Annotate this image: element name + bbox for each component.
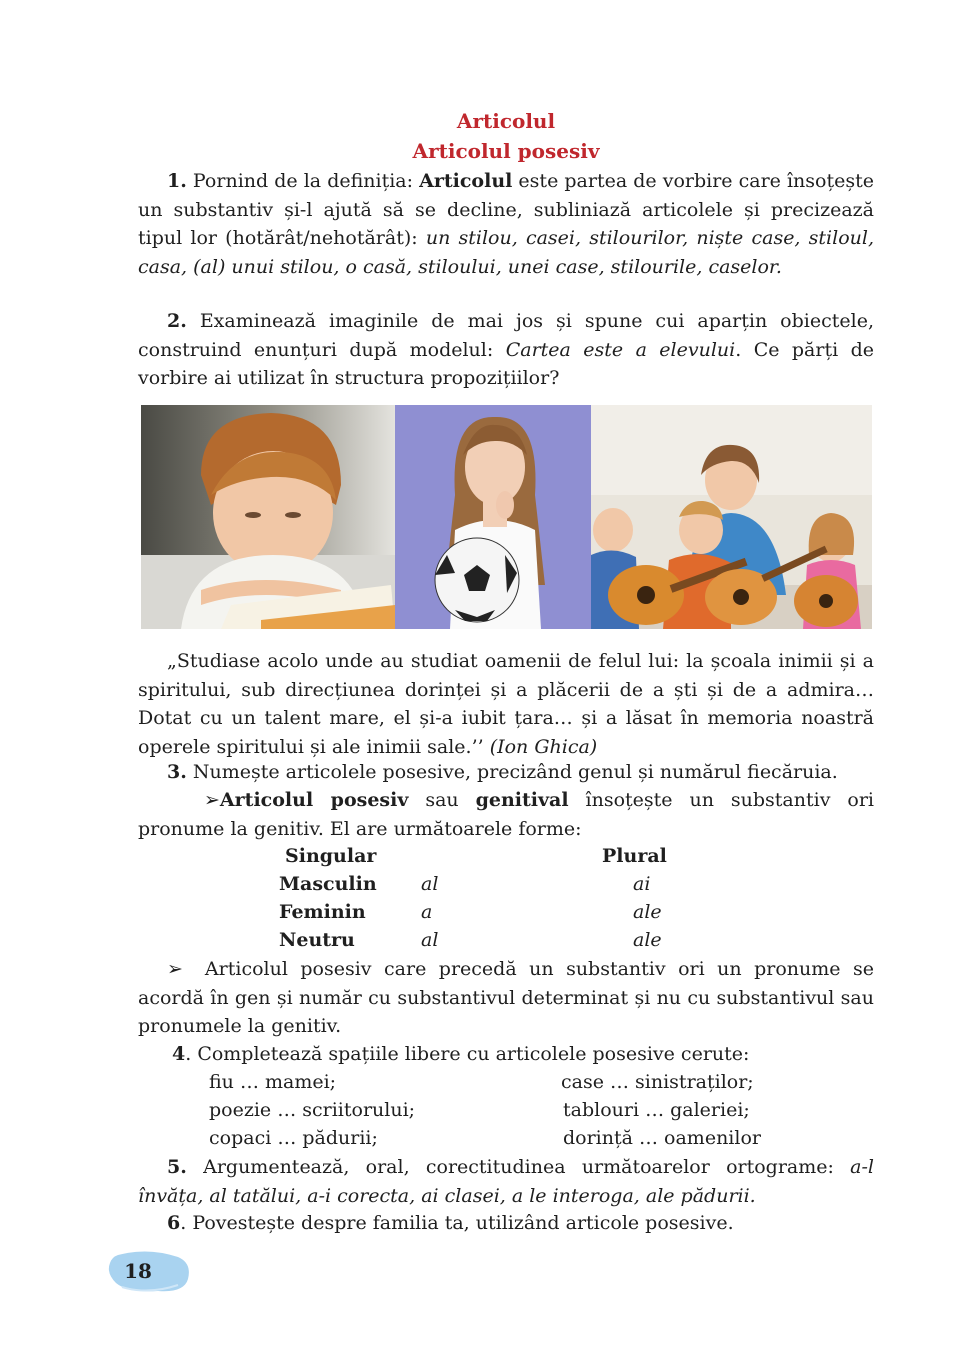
- exercise-2: 2. Examinează imaginile de mai jos și spune cui aparțin obiectele, construind enunțuri după modelul: Cartea este a elevului. Ce părți de vorbire ai utilizat în structura propozițiilor?: [138, 310, 874, 389]
- table-header-singular: Singular: [285, 845, 377, 867]
- exercise-3: 3. Numește articolele posesive, precizând genul și numărul fiecăruia.: [167, 761, 838, 783]
- exercise-2-model: Cartea este a elevului: [505, 338, 736, 361]
- table-plural: ale: [633, 901, 662, 923]
- list-item: tablouri … galeriei;: [563, 1099, 750, 1121]
- table-plural: ale: [633, 929, 662, 951]
- list-item: case … sinistraților;: [561, 1071, 754, 1093]
- table-gender: Masculin: [279, 873, 377, 895]
- table-gender: Feminin: [279, 901, 366, 923]
- rule-genitival-article: ➢Articolul posesiv sau genitival însoțește un substantiv ori pronume la genitiv. El are următoarele forme:: [138, 789, 874, 840]
- photo-children-guitars: [591, 405, 872, 629]
- photo-strip: [141, 405, 872, 629]
- table-plural: ai: [633, 873, 651, 895]
- exercise-6: 6. Povestește despre familia ta, utilizând articole posesive.: [167, 1212, 734, 1234]
- page-number-badge: [108, 1249, 190, 1293]
- photo-boy-reading: [141, 405, 395, 629]
- table-singular: a: [421, 901, 433, 923]
- quote-text: „Studiase acolo unde au studiat oamenii de felul lui: la școala inimii și a spiritului, sub direcțiunea dorinței și a plăcerii de a ști și de a admira… Dotat cu un talent mare, el și-a iubit țara… și a lăsat în memoria noastră operele spiritului și ale inimii sale.’’: [138, 650, 874, 758]
- list-item: dorință … oamenilor: [563, 1127, 761, 1149]
- page-title: Articolul: [456, 109, 556, 133]
- exercise-6-number: 6: [167, 1212, 181, 1234]
- exercise-4: 4. Completează spațiile libere cu articolele posesive cerute:: [172, 1043, 750, 1065]
- exercise-1-examples: un stilou, casei, stilourilor, niște case, stiloul, casa, (al) unui stilou, o casă, stiloului, unei case, stilourile, caselor.: [138, 227, 874, 278]
- page-subtitle: Articolul posesiv: [412, 139, 600, 163]
- table-singular: al: [421, 929, 439, 951]
- page-number: 18: [124, 1259, 152, 1283]
- list-item: fiu … mamei;: [209, 1071, 337, 1093]
- rule-agreement: ➢ Articolul posesiv care precedă un substantiv ori un pronume se acordă în gen și număr cu substantivul determinat și nu cu substantivul sau pronumele la genitiv.: [138, 958, 874, 1037]
- exercise-5-number: 5.: [167, 1156, 187, 1178]
- table-gender: Neutru: [279, 929, 355, 951]
- exercise-4-number: 4: [172, 1043, 186, 1065]
- photo-girl-with-ball: [395, 405, 591, 629]
- exercise-5: 5. Argumentează, oral, corectitudinea următoarelor ortograme: a-l învăța, al tatălui, a-i corecta, ai clasei, a le interoga, ale pădurii.: [138, 1156, 874, 1207]
- bullet-arrow-icon: ➢: [167, 958, 183, 980]
- table-singular: al: [421, 873, 439, 895]
- list-item: poezie … scriitorului;: [209, 1099, 416, 1121]
- exercise-5-examples: a-l învăța, al tatălui, a-i corecta, ai clasei, a le interoga, ale pădurii.: [138, 1156, 874, 1207]
- exercise-3-number: 3.: [167, 761, 187, 783]
- table-header-plural: Plural: [602, 845, 667, 867]
- exercise-1-term: Articolul: [419, 170, 513, 192]
- bullet-arrow-icon: ➢: [204, 789, 220, 811]
- quote-author: (Ion Ghica): [489, 735, 598, 758]
- quote-passage: [138, 647, 874, 761]
- exercise-2-number: 2.: [167, 310, 187, 332]
- exercise-1: 1. Pornind de la definiția: Articolul este partea de vorbire care însoțește un substantiv și-l ajută să se decline, subliniază articolele și precizează tipul lor (hotărât/nehotărât): un stilou, casei, stilourilor, niște case, stiloul, casa, (al) unui stilou, o casă, stiloului, unei case, stilourile, caselor.: [138, 170, 874, 278]
- exercise-1-number: 1.: [167, 170, 187, 192]
- list-item: copaci … pădurii;: [209, 1127, 378, 1149]
